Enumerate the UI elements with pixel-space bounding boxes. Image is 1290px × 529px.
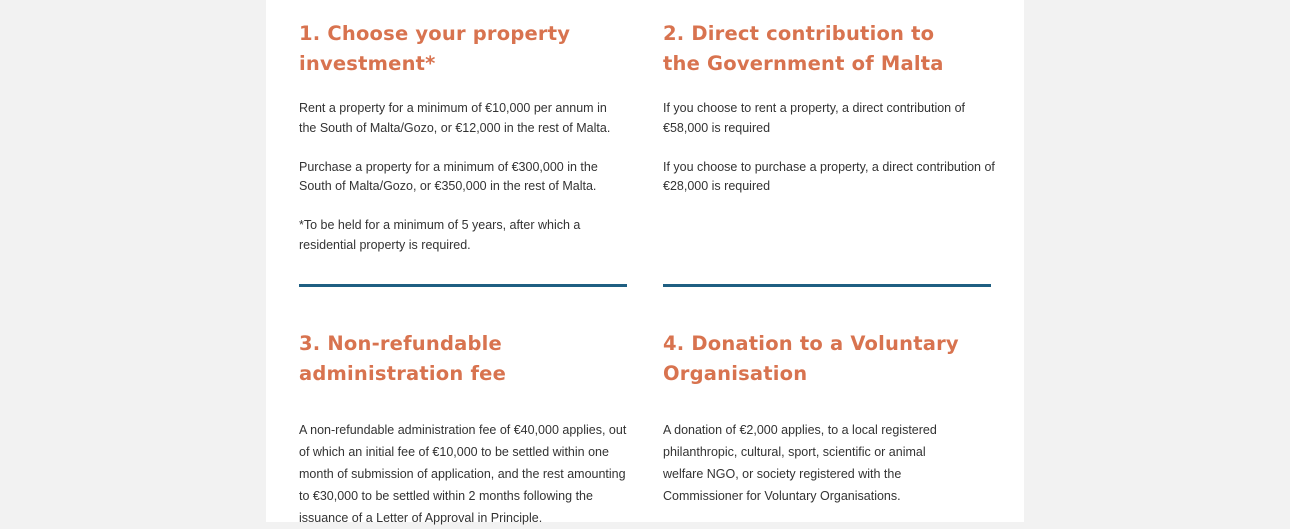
section-paragraph: Purchase a property for a minimum of €300,000 in the South of Malta/Gozo, or €350,000 in the rest of Malta.: [299, 159, 598, 193]
section-paragraph: If you choose to rent a property, a direct contribution of €58,000 is required: [663, 101, 966, 135]
section-body: [663, 99, 995, 197]
section-paragraph: A donation of €2,000 applies, to a local registered philanthropic, cultural, sport, scientific or animal welfare NGO, or society registered with the Commissioner for Voluntary Organisations.: [663, 423, 937, 503]
section-property-investment: [299, 19, 629, 252]
section-paragraph: Rent a property for a minimum of €10,000 per annum in the South of Malta/Gozo, or €12,000 in the rest of Malta.: [299, 101, 611, 135]
section-title: 4. Donation to a Voluntary Organisation: [663, 332, 959, 385]
section-divider: [299, 284, 627, 287]
content-panel: [266, 0, 1024, 525]
section-body: [663, 419, 998, 507]
section-body: [299, 419, 634, 529]
section-body: [299, 99, 631, 255]
section-title: 1. Choose your property investment*: [299, 22, 571, 75]
section-administration-fee: [299, 329, 629, 525]
section-voluntary-donation: [663, 329, 993, 503]
section-title: 3. Non-refundable administration fee: [299, 332, 506, 385]
section-title: 2. Direct contribution to the Government of Malta: [663, 22, 944, 75]
section-paragraph: If you choose to purchase a property, a direct contribution of €28,000 is required: [663, 159, 995, 193]
section-paragraph: *To be held for a minimum of 5 years, after which a residential property is required.: [299, 218, 581, 252]
section-direct-contribution: [663, 19, 995, 193]
section-paragraph: A non-refundable administration fee of €40,000 applies, out of which an initial fee of €10,000 to be settled within one month of submission of application, and the rest amounting to €30,000 to be settled within 2 months following the issuance of a Letter of Approval in Principle.: [299, 423, 627, 525]
section-divider: [663, 284, 991, 287]
